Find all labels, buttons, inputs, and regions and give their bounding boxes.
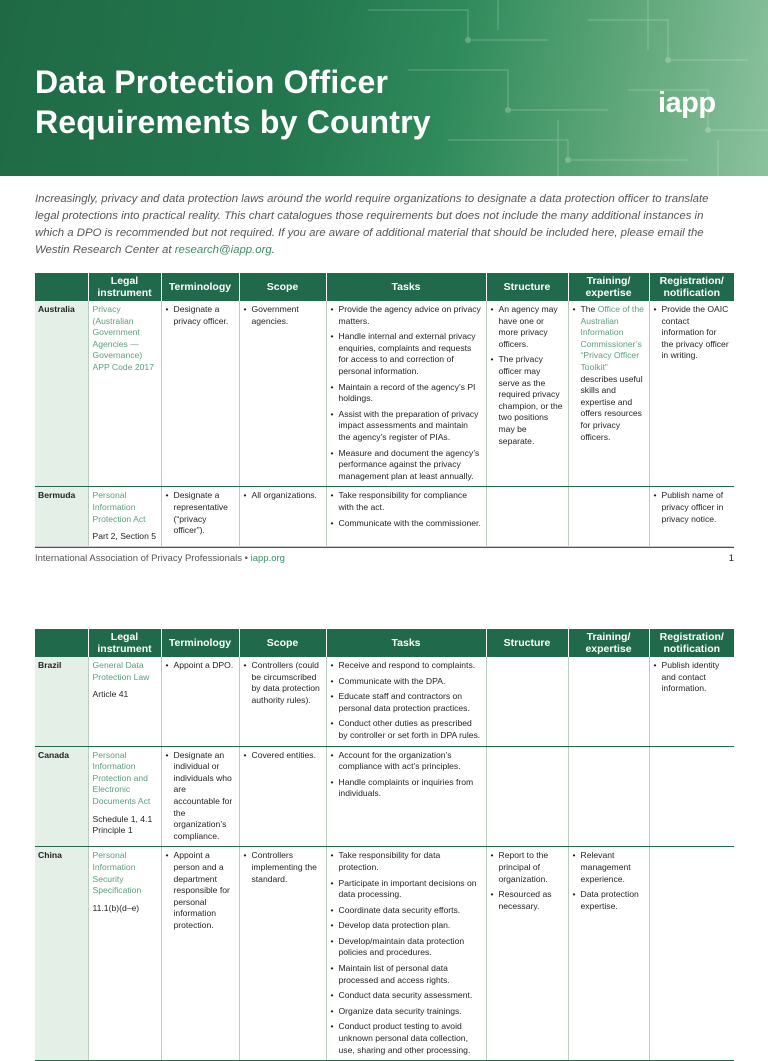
- column-header: Training/ expertise: [568, 629, 649, 657]
- registration-list: [654, 490, 731, 525]
- instrument-cell: [88, 746, 161, 847]
- scope-list: [244, 660, 322, 706]
- scope-cell: [239, 487, 326, 547]
- task-item: • Provide the agency advice on privacy matters.: [331, 304, 482, 327]
- research-email-link[interactable]: research@iapp.org: [174, 244, 272, 256]
- column-header: Training/ expertise: [568, 273, 649, 301]
- table-row: [35, 487, 734, 547]
- dpo-requirements-table-1: [35, 273, 734, 548]
- training-item: • Relevant management experience.: [573, 850, 645, 885]
- structure-item: • Resourced as necessary.: [491, 889, 564, 912]
- terminology-list: [166, 304, 235, 327]
- task-list: [331, 490, 482, 529]
- task-item: • Assist with the preparation of privacy impact assessments and maintain the agency’s register of PIAs.: [331, 409, 482, 444]
- structure-list: [491, 850, 564, 912]
- task-item: • Take responsibility for compliance with the act.: [331, 490, 482, 513]
- training-item: • The Office of the Australian Information Commissioner’s “Privacy Officer Toolkit” describes useful skills and expertise and offers resources for privacy officers.: [573, 304, 645, 443]
- legal-instrument-link[interactable]: Privacy (Australian Government Agencies — Governance) APP Code 2017: [92, 304, 154, 372]
- structure-cell: [486, 487, 568, 547]
- training-list: [573, 850, 645, 912]
- scope-item: • All organizations.: [244, 490, 322, 502]
- tasks-cell: [326, 746, 486, 847]
- terminology-cell: [161, 487, 239, 547]
- registration-cell: [649, 746, 734, 847]
- structure-item: • The privacy officer may serve as the required privacy champion, or the two positions may be separate.: [491, 354, 564, 447]
- terminology-cell: [161, 746, 239, 847]
- task-item: • Maintain list of personal data processed and access rights.: [331, 963, 482, 986]
- column-header: Tasks: [326, 629, 486, 657]
- terminology-item: • Appoint a person and a department responsible for personal information protection.: [166, 850, 235, 931]
- table-row: [35, 847, 734, 1061]
- structure-cell: [486, 657, 568, 746]
- structure-item: • An agency may have one or more privacy officers.: [491, 304, 564, 350]
- task-item: • Communicate with the commissioner.: [331, 518, 482, 530]
- column-header: Terminology: [161, 273, 239, 301]
- structure-list: [491, 304, 564, 447]
- training-cell: [568, 746, 649, 847]
- registration-cell: [649, 301, 734, 487]
- scope-cell: [239, 847, 326, 1061]
- task-list: [331, 660, 482, 742]
- task-item: • Organize data security trainings.: [331, 1006, 482, 1018]
- registration-list: [654, 660, 731, 695]
- legal-instrument-link[interactable]: Personal Information Security Specification: [92, 850, 142, 896]
- terminology-list: [166, 850, 235, 931]
- iapp-logo: iapp: [658, 87, 716, 119]
- terminology-list: [166, 660, 235, 672]
- country-cell: Brazil: [35, 657, 88, 746]
- structure-item: • Report to the principal of organization.: [491, 850, 564, 885]
- terminology-item: • Designate an individual or individuals who are accountable for the organization’s compliance.: [166, 750, 235, 843]
- tasks-cell: [326, 487, 486, 547]
- training-list: [573, 304, 645, 443]
- legal-instrument-link[interactable]: General Data Protection Law: [92, 660, 150, 682]
- page-footer: [35, 546, 734, 564]
- tasks-cell: [326, 301, 486, 487]
- intro-paragraph: [35, 191, 735, 259]
- task-item: • Receive and respond to complaints.: [331, 660, 482, 672]
- footer-site-link[interactable]: iapp.org: [250, 553, 285, 564]
- scope-item: • Government agencies.: [244, 304, 322, 327]
- country-cell: Australia: [35, 301, 88, 487]
- instrument-cell: [88, 847, 161, 1061]
- task-item: • Develop data protection plan.: [331, 920, 482, 932]
- task-item: • Conduct product testing to avoid unknown personal data collection, use, sharing and other processing.: [331, 1021, 482, 1056]
- column-header: Legal instrument: [88, 629, 161, 657]
- page-number: 1: [728, 553, 734, 564]
- scope-cell: [239, 746, 326, 847]
- task-item: • Take responsibility for data protection.: [331, 850, 482, 873]
- terminology-cell: [161, 301, 239, 487]
- tasks-cell: [326, 847, 486, 1061]
- terminology-list: [166, 750, 235, 843]
- table-row: [35, 746, 734, 847]
- terminology-list: [166, 490, 235, 536]
- registration-cell: [649, 847, 734, 1061]
- task-list: [331, 850, 482, 1056]
- task-list: [331, 304, 482, 482]
- registration-item: • Provide the OAIC contact information for the privacy officer in writing.: [654, 304, 731, 362]
- task-item: • Coordinate data security efforts.: [331, 905, 482, 917]
- country-cell: Canada: [35, 746, 88, 847]
- scope-list: [244, 850, 322, 885]
- title-line-1: Data Protection Officer: [35, 64, 389, 100]
- task-item: • Participate in important decisions on data processing.: [331, 878, 482, 901]
- training-cell: [568, 487, 649, 547]
- column-header: Tasks: [326, 273, 486, 301]
- column-header: [35, 273, 88, 301]
- terminology-item: • Designate a privacy officer.: [166, 304, 235, 327]
- column-header: Structure: [486, 273, 568, 301]
- column-header: Legal instrument: [88, 273, 161, 301]
- table-row: [35, 301, 734, 487]
- training-item: • Data protection expertise.: [573, 889, 645, 912]
- task-item: • Develop/maintain data protection policies and procedures.: [331, 936, 482, 959]
- instrument-cell: [88, 487, 161, 547]
- column-header: Terminology: [161, 629, 239, 657]
- column-header: Structure: [486, 629, 568, 657]
- instrument-cell: [88, 657, 161, 746]
- table-row: [35, 657, 734, 746]
- instrument-reference: Part 2, Section 5: [92, 531, 157, 542]
- tasks-cell: [326, 657, 486, 746]
- instrument-reference: Article 41: [92, 689, 129, 700]
- country-cell: Bermuda: [35, 487, 88, 547]
- scope-list: [244, 490, 322, 502]
- registration-cell: [649, 657, 734, 746]
- task-item: • Maintain a record of the agency’s PI holdings.: [331, 382, 482, 405]
- legal-instrument-link[interactable]: Personal Information Protection Act: [92, 490, 146, 524]
- scope-item: • Controllers (could be circumscribed by data protection authority rules).: [244, 660, 322, 706]
- terminology-cell: [161, 847, 239, 1061]
- oaic-toolkit-link[interactable]: Office of the Australian Information Commissioner’s “Privacy Officer Toolkit”: [580, 304, 644, 372]
- terminology-cell: [161, 657, 239, 746]
- instrument-reference: Schedule 1, 4.1 Principle 1: [92, 813, 153, 836]
- column-header: Scope: [239, 273, 326, 301]
- intro-end: .: [271, 244, 275, 256]
- registration-item: • Publish identity and contact information.: [654, 660, 731, 695]
- header-banner: [0, 0, 768, 176]
- training-cell: [568, 847, 649, 1061]
- task-item: • Handle complaints or inquiries from individuals.: [331, 777, 482, 800]
- column-header: Registration/ notification: [649, 629, 734, 657]
- task-item: • Handle internal and external privacy enquiries, complaints and requests for access to and correction of personal information.: [331, 331, 482, 377]
- task-list: [331, 750, 482, 800]
- task-item: • Measure and document the agency’s performance against the privacy management plan at least annually.: [331, 448, 482, 483]
- structure-cell: [486, 301, 568, 487]
- title-line-2: Requirements by Country: [35, 104, 431, 140]
- page-title: [35, 62, 431, 142]
- task-item: • Communicate with the DPA.: [331, 676, 482, 688]
- task-item: • Educate staff and contractors on personal data protection practices.: [331, 691, 482, 714]
- intro-text: Increasingly, privacy and data protection laws around the world require organizations to designate a data protection officer to translate legal protections into practical reality. This chart catalogues those requirements but does not include the many additional instances in which a DPO is recommended but not required. If you are aware of additional material that should be included here, please email the Westin Research Center at: [35, 193, 709, 256]
- footer-separator: •: [242, 553, 251, 564]
- training-cell: [568, 301, 649, 487]
- structure-cell: [486, 847, 568, 1061]
- scope-item: • Covered entities.: [244, 750, 322, 762]
- registration-item: • Publish name of privacy officer in privacy notice.: [654, 490, 731, 525]
- dpo-requirements-table-2: [35, 629, 734, 1061]
- instrument-cell: [88, 301, 161, 487]
- task-item: • Conduct data security assessment.: [331, 990, 482, 1002]
- footer-org: International Association of Privacy Professionals: [35, 553, 242, 564]
- column-header: Scope: [239, 629, 326, 657]
- scope-list: [244, 750, 322, 762]
- task-item: • Account for the organization’s compliance with act’s principles.: [331, 750, 482, 773]
- registration-cell: [649, 487, 734, 547]
- scope-item: • Controllers implementing the standard.: [244, 850, 322, 885]
- column-header: [35, 629, 88, 657]
- terminology-item: • Designate a representative (“privacy officer”).: [166, 490, 235, 536]
- structure-cell: [486, 746, 568, 847]
- registration-list: [654, 304, 731, 362]
- instrument-reference: 11.1(b)(d–e): [92, 902, 140, 913]
- country-cell: China: [35, 847, 88, 1061]
- legal-instrument-link[interactable]: Personal Information Protection and Electronic Documents Act: [92, 749, 151, 806]
- scope-list: [244, 304, 322, 327]
- scope-cell: [239, 301, 326, 487]
- training-cell: [568, 657, 649, 746]
- terminology-item: • Appoint a DPO.: [166, 660, 235, 672]
- column-header: Registration/ notification: [649, 273, 734, 301]
- task-item: • Conduct other duties as prescribed by controller or set forth in DPA rules.: [331, 718, 482, 741]
- scope-cell: [239, 657, 326, 746]
